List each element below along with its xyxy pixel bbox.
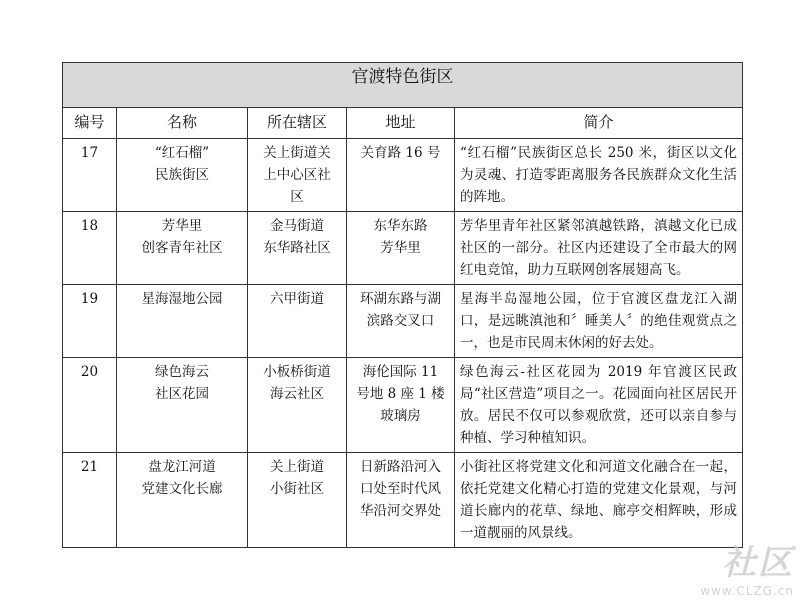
cell-name	[117, 358, 248, 453]
cell-address-line: 东华东路	[373, 218, 428, 234]
cell-district	[248, 285, 347, 358]
cell-district-line: 金马街道	[270, 218, 324, 234]
cell-name-line: 民族街区	[155, 167, 209, 183]
cell-name-line: “红石榴”	[154, 145, 210, 161]
table-row	[63, 453, 743, 548]
cell-name-line: 社区花园	[155, 386, 209, 402]
cell-number: 21	[63, 453, 117, 548]
cell-number: 20	[63, 358, 117, 453]
table-body	[63, 139, 743, 548]
street-district-table	[62, 62, 743, 548]
column-header: 所在辖区	[248, 108, 347, 139]
cell-name-line: 创客青年社区	[141, 240, 223, 256]
cell-district	[248, 453, 347, 548]
cell-district-line: 关上街道关	[263, 145, 331, 161]
cell-name	[117, 285, 248, 358]
cell-address	[347, 139, 455, 212]
table-row	[63, 139, 743, 212]
cell-address-line: 日新路沿河入	[360, 459, 441, 475]
cell-name	[117, 212, 248, 285]
cell-address-line: 海伦国际 11	[362, 364, 439, 380]
cell-intro: 绿色海云-社区花园为 2019 年官渡区民政局“社区营造”项目之一。花园面向社区居民开放。居民不仅可以参观欣赏，还可以亲自参与种植、学习种植知识。	[455, 358, 743, 453]
cell-district-line: 东华路社区	[263, 240, 331, 256]
cell-address-line: 芳华里	[380, 240, 421, 256]
cell-name	[117, 139, 248, 212]
cell-address-line: 华沿河交界处	[360, 503, 441, 519]
cell-district-line: 上中心区社	[263, 167, 331, 183]
column-header: 地址	[347, 108, 455, 139]
cell-address-line: 号地 8 座 1 楼	[356, 386, 445, 402]
site-watermark	[700, 535, 794, 598]
cell-district	[248, 139, 347, 212]
cell-address-line: 环湖东路与湖	[360, 291, 441, 307]
table-title: 官渡特色街区	[63, 63, 743, 108]
cell-name-line: 星海湿地公园	[141, 291, 223, 307]
cell-number: 19	[63, 285, 117, 358]
cell-district-line: 关上街道	[270, 459, 324, 475]
table-header-row	[63, 108, 743, 139]
cell-name	[117, 453, 248, 548]
cell-district-line: 海云社区	[270, 386, 324, 402]
cell-address	[347, 285, 455, 358]
cell-name-line: 党建文化长廊	[141, 481, 223, 497]
cell-address	[347, 212, 455, 285]
column-header: 简介	[455, 108, 743, 139]
cell-district	[248, 212, 347, 285]
cell-address	[347, 453, 455, 548]
column-header: 编号	[63, 108, 117, 139]
cell-intro: 星海半岛湿地公园，位于官渡区盘龙江入湖口，是远眺滇池和〞睡美人〞的绝佳观赏点之一，也是市民周末休闲的好去处。	[455, 285, 743, 358]
column-header: 名称	[117, 108, 248, 139]
table-row	[63, 212, 743, 285]
cell-address-line: 口处至时代风	[360, 481, 441, 497]
cell-address-line: 玻璃房	[380, 408, 421, 424]
cell-district	[248, 358, 347, 453]
cell-district-line: 小街社区	[270, 481, 324, 497]
table-row	[63, 285, 743, 358]
cell-intro: 小街社区将党建文化和河道文化融合在一起，依托党建文化精心打造的党建文化景观，与河道长廊内的花草、绿地、廊亭交相辉映，形成一道靓丽的风景线。	[455, 453, 743, 548]
watermark-logo: 社区	[722, 543, 794, 583]
cell-intro: 芳华里青年社区紧邻滇越铁路，滇越文化已成社区的一部分。社区内还建设了全市最大的网红电竞馆，助力互联网创客展翅高飞。	[455, 212, 743, 285]
cell-intro: “红石榴”民族街区总长 250 米，街区以文化为灵魂、打造零距离服务各民族群众文化生活的阵地。	[455, 139, 743, 212]
cell-number: 18	[63, 212, 117, 285]
cell-address-line: 关育路 16 号	[360, 145, 441, 161]
cell-name-line: 芳华里	[161, 218, 203, 234]
cell-name-line: 绿色海云	[155, 364, 209, 380]
cell-address-line: 滨路交叉口	[366, 313, 435, 329]
cell-name-line: 盘龙江河道	[148, 459, 216, 475]
cell-address	[347, 358, 455, 453]
watermark-url: www.CLZG.cn	[700, 584, 794, 598]
cell-district-line: 区	[290, 189, 304, 205]
table-row	[63, 358, 743, 453]
cell-district-line: 六甲街道	[270, 291, 324, 307]
cell-district-line: 小板桥街道	[263, 364, 331, 380]
cell-number: 17	[63, 139, 117, 212]
